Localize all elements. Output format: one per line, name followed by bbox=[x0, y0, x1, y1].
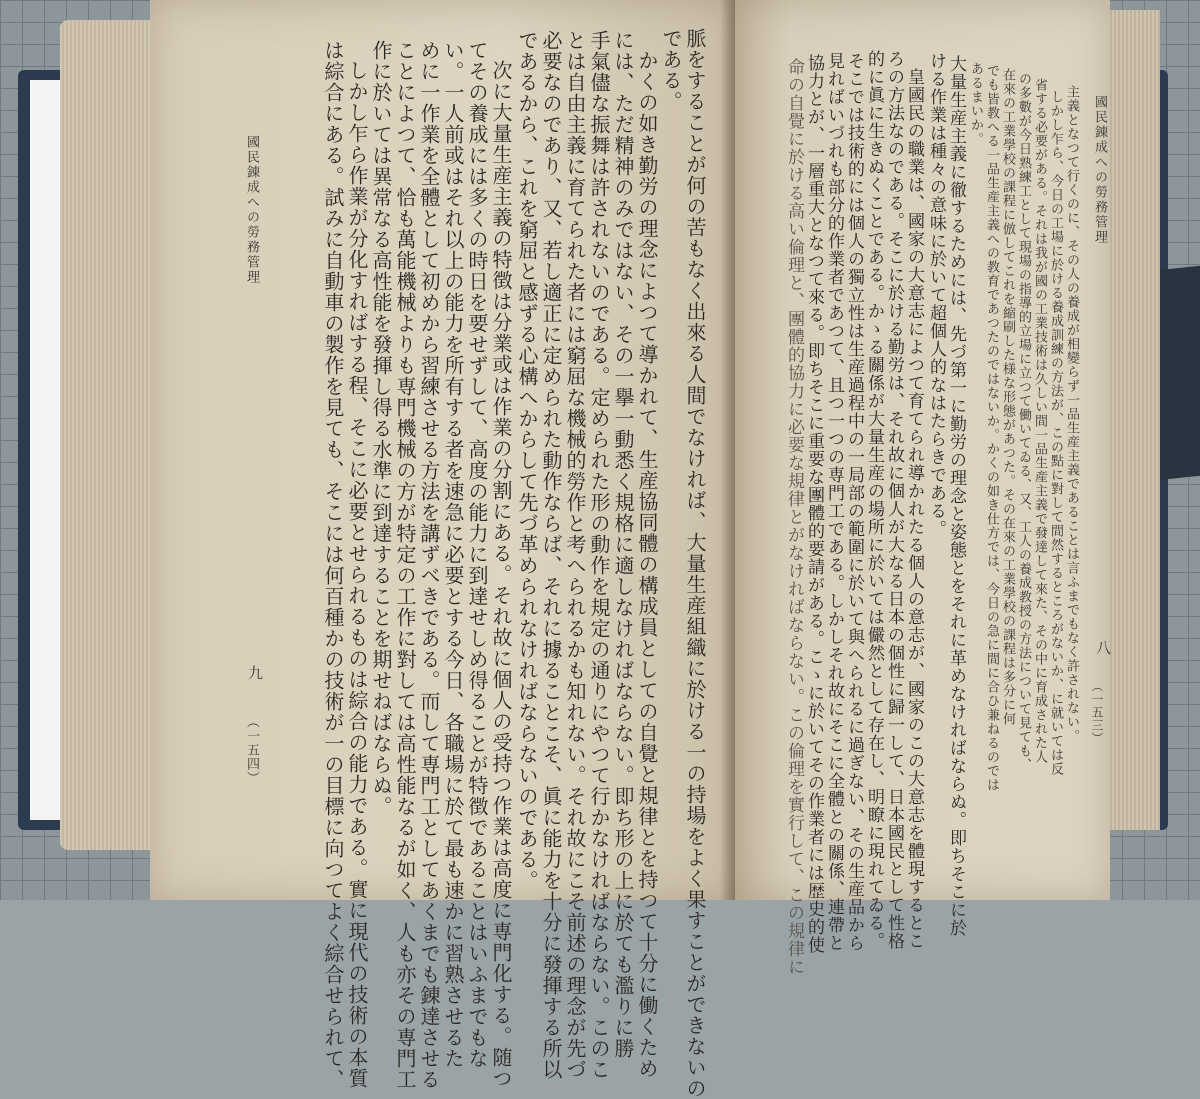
left-lower-line-7: しかし乍ら作業が分化すればする程、そこに必要とせられるものは綜合の能力である。實に現代の技術の本質 bbox=[345, 60, 369, 1089]
right-running-header: 國民錬成への勞務管理 bbox=[1092, 95, 1107, 245]
right-small-line-6: でも皆教へる一品生産主義への教育であつたのではないか。かくの如き仕方では、今日の急に間に合ひ兼ねるのでは bbox=[984, 64, 999, 792]
left-lower-line-1: 次に大量生産主義の特徴は分業或は作業の分割にある。それ故に個人の受持つ作業は高度に専門化する。随つ bbox=[489, 60, 513, 1089]
right-page bbox=[735, 0, 1112, 976]
left-lower-line-4: めに一作業を全體として初めから習練させる方法を講ずべきである。而して専門工としてあくまでも錬達させる bbox=[417, 40, 441, 1090]
left-page-number: 九 bbox=[246, 665, 264, 681]
right-large-line-2: ける作業は種々の意味に於いて超個人的なはたらきである。 bbox=[926, 52, 946, 538]
left-page bbox=[150, 0, 740, 1099]
left-lower-line-3: い。一人前或はそれ以上の能力を所有する者を速急に必要とする今日、各職場に於て最も速かに習熟させるた bbox=[441, 40, 465, 1069]
left-upper-line-7: 必要なのであり、又、若し適正に定められた動作ならば、それに據ることこそ、眞に能力を十分に發揮する所以 bbox=[539, 30, 563, 1080]
left-upper-line-2: である。 bbox=[659, 28, 683, 112]
left-upper-line-8: であるから、これを窮屈と感ずる心構へからして先づ革められなければならないのである。 bbox=[515, 30, 539, 891]
right-large-line-3: 皇國民の職業は、國家の大意志によつて育てられ導かれたる個人の意志が、國家のこの大意志を體現するとこ bbox=[904, 68, 924, 950]
left-upper-line-1: 脈をすることが何の苦もなく出來る人間でなければ、大量生産組織に於ける一の持場をよく果すことができないの bbox=[683, 28, 707, 1099]
left-lower-line-6: 作に於いては異常なる高性能を發揮し得る水準に到達することを期せねばならぬ。 bbox=[369, 40, 393, 817]
right-large-line-6: そこでは技術的には個人の獨立性は生産過程中の一局部の範圍に於いて與へられるに過ぎない、その生産品から bbox=[844, 52, 864, 952]
right-large-line-9: 命の自覺に於ける高い倫理と、團體的協力に必要な規律とがなければならない。この倫理を實行して、この規律に bbox=[784, 58, 804, 976]
right-page-number-sub: （一五三） bbox=[1090, 680, 1104, 745]
left-lower-line-5: ことによつて、恰も萬能機械よりも専門機械の方が特定の工作に對しては高性能なるが如く、人も亦その専門工 bbox=[393, 40, 417, 1090]
left-lower-line-2: てその養成には多くの時日を要せずして、高度の能力に到達せしめ得ることが特徴であることはいふまでもな bbox=[465, 40, 489, 1069]
left-upper-line-6: とは自由主義に育てられた者には窮屈な機械的勞作と考へられるかも知れない。それ故にこそ前述の理念が先づ bbox=[563, 30, 587, 1080]
left-page-number-sub: （一五四） bbox=[244, 715, 259, 785]
right-large-line-5: 的に眞に生きぬくことである。かゝる關係が大量生産の場所に於いては儼然として存在し、明瞭に現れてゐる。 bbox=[864, 50, 884, 950]
left-running-header: 國民錬成への勞務管理 bbox=[244, 135, 259, 285]
left-lower-line-8: は綜合にある。試みに自動車の製作を見ても、そこには何百種かの技術が一の目標に向つてよく綜合せられて、 bbox=[321, 40, 345, 1090]
right-large-line-8: 協力とが、一層重大となつて來る。即ちそこに重要な團體的要請がある。こゝに於いてその作業者には歴史的使 bbox=[804, 54, 824, 954]
right-small-line-5: 在來の工業學校の課程に倣してこれを縮刷した様な形態があつた。その在來の工業學校の課程は多分に何 bbox=[1000, 68, 1015, 726]
right-page-number: 八 bbox=[1094, 640, 1112, 656]
left-upper-line-5: 手氣儘な振舞は許されないのである。定められた形の動作を規定の通りにやつて行かなければならない。このこ bbox=[587, 30, 611, 1080]
right-large-line-7: 見ればいづれも部分的作業者であつて、且つ一つの専門工である。しかしそれ故にそこに全體との關係、連帶と bbox=[824, 52, 844, 952]
right-large-line-4: ろの方法なのである。そこに於ける勤労は、それ故に個人が大なる日本の個性に歸一して、日本國民として性格 bbox=[884, 50, 904, 950]
right-small-line-3: 省する必要がある。それは我が國の工業技術は久しい間一品生産主義で發達して來た、その中に育成された人 bbox=[1032, 78, 1047, 764]
right-small-line-1: 主義となつて行くのに、その人の養成が相變らず一品生産主義であることは言ふまでもなく許されない。 bbox=[1064, 85, 1079, 743]
left-upper-line-4: には、ただ精神のみではない、その一擧一動悉く規格に適しなければならない。即ち形の上に於ても濫りに勝 bbox=[611, 30, 635, 1059]
right-small-line-7: あるまいか。 bbox=[968, 62, 983, 146]
right-small-line-4: の多數が今日熟練工として現場の指導的立場に立つて働いてゐる、又、工人の養成教授の方法について見ても、 bbox=[1016, 72, 1031, 772]
right-small-line-2: しかし乍ら、今日の工場に於ける養成訓練の方法が、この點に對して間然するところがないか、に就いては反 bbox=[1048, 90, 1063, 776]
right-large-line-1: 大量生産主義に徹するためには、先づ第一に勤労の理念と姿態とをそれに革めなければならぬ。即ちそこに於 bbox=[946, 55, 966, 937]
left-upper-line-3: かくの如き勤労の理念によつて導かれて、生産協同體の構成員としての自覺と規律とを持つて十分に働くため bbox=[635, 50, 659, 1079]
